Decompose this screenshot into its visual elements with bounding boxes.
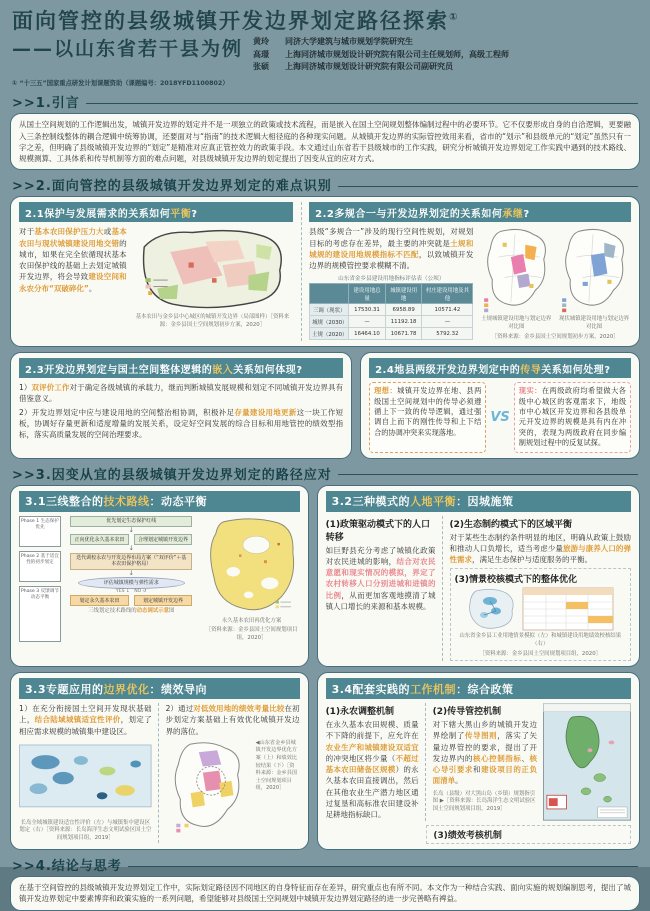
subsection-3-2	[317, 485, 640, 667]
table-row: 土规（2020） 16464.10 10671.78 5792.32	[310, 328, 473, 340]
landuse-indicator-table	[309, 283, 473, 340]
boundary-optimization-map	[166, 740, 252, 836]
section-rule	[86, 103, 638, 104]
title-footnote-mark: ①	[449, 12, 460, 23]
subheader-2-4: 2.4地县两级开发边界划定中的传导关系如何处理?	[369, 358, 631, 378]
scenario-table-figure	[522, 587, 614, 631]
section-1-title: >>1.引言	[12, 96, 80, 112]
reality-text: 在两级政府均希望做大各级中心城区的客观需求下，地级市中心城区开发边界和各县级单元开发边界的规模是具有内在冲突的，表现为两级政府在同步编制规划过程中的反复试探。	[518, 386, 627, 448]
body-3-3-item1: 1）在充分衔接国土空间开发现状基础上，结合陆域城镇适宜性评价，划定了相应需求规模的城镇集中建设区。	[19, 704, 152, 736]
author-affiliation: 上海同济城市规划设计研究院有限公司主任规划师，高级工程师	[285, 49, 510, 59]
subheader-3-2: 3.2三种模式的人地平衡：因城施策	[326, 491, 631, 512]
section-3-title: >>3.因变从宜的县级城镇开发边界划定的路径应对	[12, 467, 332, 483]
section-4-label	[12, 855, 638, 874]
caption-3-1-line1: 永久基本农田再优化方案	[221, 617, 282, 624]
conclusion-box	[10, 876, 640, 911]
body-2-1: 对于基本农田保护压力大或基本农田与现状城镇建设用地交错的城市，如果在完全依循现状基本农田保护线的基础上去划定城镇开发边界，将会导致建设空间和永农分布“双破碎化”。	[19, 227, 127, 293]
flow-decision: 评估城镇规模与弹性需求	[78, 577, 185, 589]
mode-1-title: (1)政策驱动模式下的人口转移	[325, 519, 431, 543]
column-2-2-right	[479, 226, 631, 341]
figure-2-2-right	[557, 226, 631, 331]
intro-box	[10, 113, 640, 170]
vs-label: VS	[490, 409, 510, 425]
caption-2-2-left: 土规城镇建设用地与划定边界对比图	[481, 316, 552, 330]
county-map-current	[558, 226, 630, 314]
flow-box-farmland-opt: 正向优化永久基本农田	[70, 534, 128, 545]
table-header-cell: 建设用地总量	[349, 284, 386, 304]
mode-2-title: (2)生态制约模式下的区域平衡	[449, 519, 573, 530]
flow-phase-2: Phase 2 基于适宜性的初步划定	[19, 551, 61, 582]
flowchart-three-lines	[19, 516, 198, 643]
section-1-label	[12, 92, 638, 111]
author-affiliation: 上海同济城市规划设计研究院有限公司副研究员	[285, 62, 454, 72]
subsection-3-4	[317, 672, 640, 850]
body-2-3-item2: 2）开发边界划定中应与建设用地的空间整治相协调，积极补足存量建设用地更新这一块工作短板，协调好存量更新和适度增量的发展关系，设定好空间发展的综合目标和用地管控的绩效型指标，落实高质量发展的空间治理要求。	[19, 407, 344, 440]
subheader-2-1: 2.1保护与发展需求的关系如何平衡?	[19, 202, 293, 222]
section-3-label	[12, 464, 638, 483]
caption-2-2-source: ［资料来源：金乡县国土空间规划初步方案，2020］	[491, 333, 619, 340]
caption-2-1: 基本农田与金乡县中心城区的城镇开发边界（局部图样）［资料来源：金乡县国土空间规划初步方案，2020］	[135, 314, 290, 328]
mode-1-body: 如巨野县充分考虑了城镇化政策对农民进城的影响，结合对农民意愿和现实情况的模拟，界定了农村转移人口分别进城和进镇的比例，从而更加客观地摸清了城镇人口增长的来源和基本规模。	[325, 545, 436, 611]
body-2-3-item1: 1）双评价工作对于确定各级城镇的承载力，继而判断城镇发展规模和划定不同城镇开发边界具有借鉴意义。	[19, 383, 344, 404]
mechanism-3-title: (3)绩效考核机制	[426, 825, 631, 844]
intro-text: 从国土空间规划的工作逻辑出发，城镇开发边界的划定并不是一项独立的政策或技术流程，而是嵌入在国土空间规划整体编制过程中的必要环节。它不仅要形成自身的自洽逻辑，更要融入三条控制线整体的耦合逻辑中统筹协调，还要面对与“指南”的技术逻辑大相径庭的各种现实问题。从城镇开发边界的实际管控效用来看，省市的“划示”和县级单元的“划定”虽然只有一字之差，但明确了县级城镇开发边界的“划定”是精准对应真正管控效力的政策手段。本文通过山东省若干县级城市的工作实践，研究分析城镇开发边界划定工作实践中遇到的技术路线、规模测算、工具体系和传导机制等方面的难点问题，对县级城镇开发边界的划定提出了因变从宜的应对方式。	[19, 120, 631, 164]
mode-3-caption-line2: ［资料来源：金乡县国土空间规划项目组，2020］	[479, 650, 602, 657]
flow-phase-1: Phase 1 生态保护优先	[19, 516, 61, 547]
author-row	[253, 61, 638, 73]
section-2-title: >>2.面向管控的县级城镇开发边界划定的难点识别	[12, 179, 332, 195]
subheader-3-3: 3.3专题应用的边界优化：绩效导向	[19, 678, 300, 699]
mode-3-caption-line1: 山东省金乡县工业用地情景模拟（左）和城镇建设用地绩效校核结果（右）	[459, 633, 622, 648]
landuse-map-2-1	[132, 226, 292, 312]
mechanism-1-title: (1)永农调整机制	[325, 707, 395, 718]
section-rule	[338, 474, 638, 475]
flow-phase-3: Phase 3 反馈调节动态平衡	[19, 586, 61, 642]
flow-box-farmland-final: 划定永久基本农田	[70, 595, 128, 606]
caption-3-3-right: ◀山东省金乡县城镇开发边界优化方案（上）和绩效比较结果（下）［资料来源：金乡县国土空间规划项目组，2020］	[255, 739, 298, 792]
column-2-2-left	[309, 226, 473, 341]
figure-3-4	[543, 703, 631, 821]
ideal-text: 城镇开发边界在地、县两级国土空间规划中的传导必须遵循上下一致的传导逻辑，通过强调自上而下的刚性传导和上下结合的协调冲突来实现落地。	[374, 386, 482, 437]
table-row: 三调（现状） 17530.31 6958.89 10571.42	[310, 304, 473, 316]
mode-2-body: 对于某些生态制约条件明显的地区，明确从政策上鼓励和推动人口负增长，适当考虑少量旅游与康养人口的弹性需求，满足生态保护与适度服务的平衡。	[449, 532, 632, 565]
flow-arrow: ↓	[128, 569, 134, 578]
scenario-map	[466, 587, 518, 631]
section-4-title: >>4.结论与思考	[12, 859, 122, 875]
subheader-2-3: 2.3开发边界划定与国土空间整体逻辑的嵌入关系如何体现?	[19, 358, 343, 378]
island-planning-map	[543, 703, 631, 821]
flow-box-boundary-opt: 合理划定城镇开发边界	[134, 534, 192, 545]
mechanism-2-title: (2)传导管控机制	[432, 707, 502, 718]
caption-2-2-right: 现状城镇建设用地与划定边界对比图	[559, 316, 630, 330]
suitability-map	[19, 740, 152, 818]
subheader-3-1: 3.1三线整合的技术路线：动态平衡	[19, 491, 300, 512]
caption-3-3-left: 长岛全域城镇建设适宜性评价（左）与城镇集中建设区划定（右）［资料来源：长岛海洋生态文明试验区国土空间规划项目组，2019］	[19, 819, 152, 842]
column-3-3-left	[19, 703, 152, 842]
table-header-cell: 城镇建设用地	[385, 284, 422, 304]
mode-3-title: (3)情景校核模式下的整体优化	[454, 575, 578, 586]
authors-block	[253, 34, 638, 73]
author-name: 黄玲	[253, 37, 270, 47]
subsection-2-1	[19, 202, 293, 341]
mode-2-ecology	[450, 517, 631, 566]
section-rule	[338, 186, 638, 187]
table-header-cell: 村庄建设用地及其他	[422, 284, 473, 304]
section-2-label	[12, 175, 638, 194]
column-3-3-right	[158, 703, 300, 842]
difficulties-box	[10, 196, 640, 347]
subsection-3-3	[10, 672, 309, 850]
figure-2-1	[132, 226, 294, 329]
flow-box-iterate: 迭代调校永农与开发边界布局方案（“双评价”＋基本农田保护格局）	[70, 553, 192, 571]
figure-2-2-left	[479, 226, 553, 331]
subheader-3-4: 3.4配套实践的工作机制：综合政策	[326, 678, 631, 699]
flow-yes-no: YES ↓ NO ↺	[115, 589, 147, 595]
poster-header	[12, 8, 638, 87]
mode-3-scenario	[450, 568, 631, 661]
section-rule	[128, 866, 638, 867]
subheader-2-2: 2.2多规合一与开发边界划定的关系如何承继?	[309, 202, 631, 222]
caption-3-1-line2: ［资料来源：金乡县国土空间规划项目组，2020］	[205, 627, 298, 641]
grant-footnote: ① “十三五”国家重点研发计划课题资助（课题编号：2018YFD1100802）	[12, 80, 229, 88]
mechanism-1-body: 在永久基本农田规模、质量不下降的前提下，应允许在农业生产和城镇建设双适宜的冲突地区将少量（不超过基本农田储备区规模）的永久基本农田直接调出，然后在其他农业生产潜力地区通过复垦和高标准农田建设补足耕地指标缺口。	[325, 720, 419, 820]
flow-arrow: ↓	[128, 525, 134, 534]
subsection-2-3	[10, 352, 352, 459]
ideal-label: 理想：	[374, 386, 398, 396]
flow-arrow: ↓	[128, 544, 134, 553]
mechanism-1	[326, 703, 419, 821]
poster-subtitle: ——以山东省若干县为例	[12, 38, 244, 61]
flow-box-ecology: 优先划定生态保护红线	[70, 516, 192, 527]
county-map-landreg	[480, 226, 552, 314]
mode-1-policy	[326, 516, 436, 661]
body-3-3-item2: 2）通过对低效用地的绩效考量比较在初步划定方案基础上有效优化城镇开发边界的落位。	[165, 704, 300, 736]
author-affiliation: 同济大学建筑与城市规划学院研究生	[285, 37, 414, 47]
author-row	[253, 49, 638, 61]
flow-box-boundary-final: 划定城镇开发边界	[134, 595, 192, 606]
reality-box	[514, 382, 631, 453]
table-row: 城规（2030） — 11192.18 —	[310, 316, 473, 328]
author-row	[253, 36, 638, 48]
table-header-cell	[310, 284, 349, 304]
table-2-2-title: 山东省金乡县建设用地指标评估表（公顷）	[338, 276, 445, 283]
reality-label: 现实：	[518, 386, 542, 396]
author-name: 张硕	[253, 62, 270, 72]
author-name: 高璟	[253, 49, 270, 59]
flowchart-caption: 三线划定技术路线的动态调试示意图	[88, 608, 175, 615]
subsection-2-4	[360, 352, 640, 459]
farmland-optimization-map	[206, 516, 298, 616]
body-2-2: 县级“多规合一”涉及的现行空间性规划，对规划目标的考虑存在差异，最主要的冲突就是土规和城规的建设用地规模指标不匹配，以致城镇开发边界的规模管控要求模糊不清。	[309, 227, 474, 271]
ideal-box	[369, 382, 486, 453]
mechanism-2	[425, 703, 537, 821]
mechanism-2-body: 对下辖大黑山乡的城镇开发边界绘制了传导图则，落实了矢量边界管控的要求，提出了开发边界内的核心控制指标、核心导引要求和建设项目的正负面清单。	[432, 720, 538, 786]
subsection-2-2	[301, 202, 631, 341]
subsection-3-1	[10, 485, 309, 667]
mode-2-3-column	[442, 516, 631, 661]
figure-3-1	[204, 516, 300, 643]
conclusion-text: 在基于空间管控的县级城镇开发边界划定工作中，实际划定路径因不同地区的自身特征而存在差异，研究重点也有所不同。本文作为一种结合实践、面向实施的规划编制思考，提出了城镇开发边界划定中要素博弈和政策实施的一系列问题，希望能够对县级国土空间规划中城镇开发边界划定路径的进一步完善略有裨益。	[19, 883, 631, 904]
poster-title: 面向管控的县级城镇开发边界划定路径探索①	[12, 9, 460, 33]
caption-3-4: 长岛（县级）对大黑山岛（乡镇）规划指引图 ▶［资料来源：长岛海洋生态文明试验区国土空间规划项目组，2019］	[432, 790, 536, 812]
